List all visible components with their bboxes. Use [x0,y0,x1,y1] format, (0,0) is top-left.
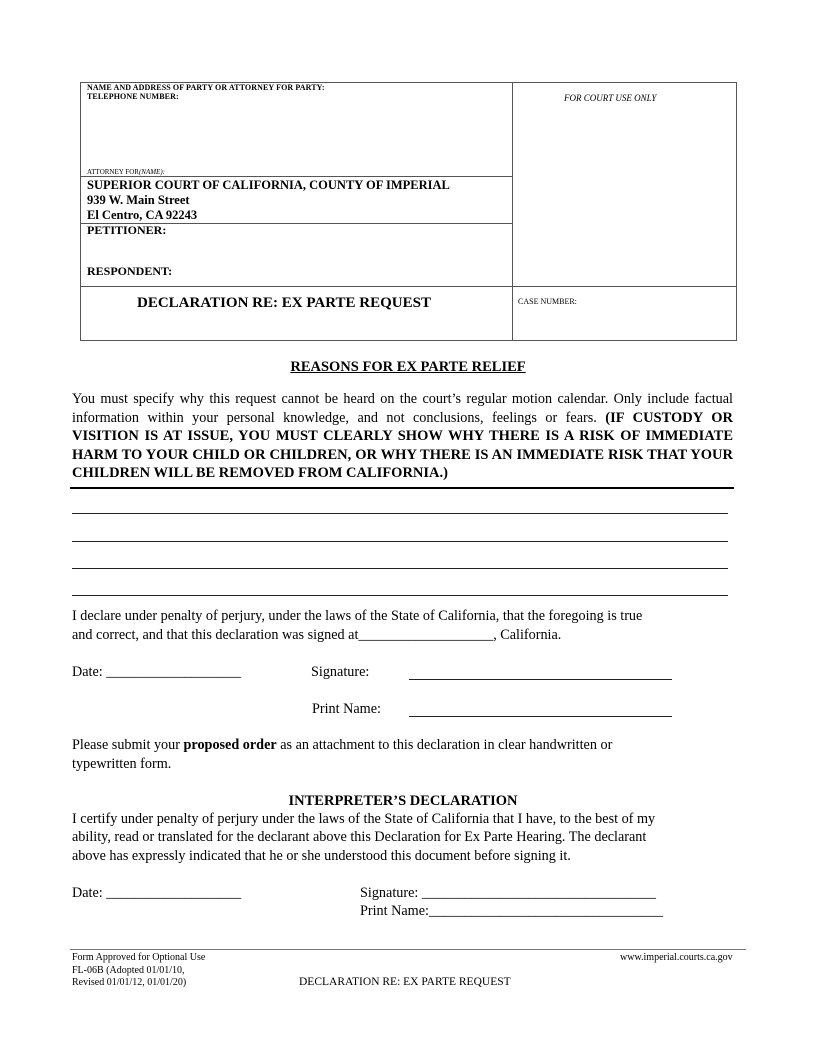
case-number-label: CASE NUMBER: [518,297,577,306]
date-field[interactable]: ___________________ [106,664,242,680]
proposed-bold: proposed order [183,737,277,753]
court-use-label: FOR COURT USE ONLY [564,93,657,103]
respondent-label: RESPONDENT: [87,264,173,278]
interpreter-line3: above has expressly indicated that he or she understood this document before signing it. [72,848,571,864]
interpreter-line1: I certify under penalty of perjury under the laws of the State of California that I have, to the best of my [72,811,656,827]
attorney-for-name: (NAME): [138,168,165,176]
court-name: SUPERIOR COURT OF CALIFORNIA, COUNTY OF IMPERIAL [87,178,450,192]
interpreter-signature-field[interactable]: _________________________________ [421,885,656,901]
footer-website[interactable]: www.imperial.courts.ca.gov [620,952,733,963]
petitioner-label: PETITIONER: [87,223,167,237]
reasons-line[interactable] [72,513,728,514]
reasons-line[interactable] [72,541,728,542]
interpreter-print-name-field[interactable]: _________________________________ [428,903,664,919]
caption-divider [512,82,513,341]
reasons-line[interactable] [72,568,728,569]
declaration-line2-suffix: , California. [493,627,562,643]
interpreter-date-label: Date: [72,885,103,901]
form-title: DECLARATION RE: EX PARTE REQUEST [137,295,431,311]
interpreter-line2: ability, read or translated for the declarant above this Declaration for Ex Parte Hearing. The declarant [72,829,647,845]
interpreter-date [72,885,241,902]
declaration-line1: I declare under penalty of perjury, under the laws of the State of California, that the foregoing is true [72,608,643,624]
reasons-line[interactable] [72,595,728,596]
interpreter-date-field[interactable]: ___________________ [106,885,242,901]
print-name-label: Print Name: [312,701,381,717]
reasons-warning: (IF CUSTODY OR VISITION IS AT ISSUE, YOU MUST CLEARLY SHOW WHY THERE IS A RISK OF IMMEDIATE HARM TO YOUR CHILD OR CHILDREN, OR WHY THERE IS AN IMMEDIATE RISK THAT YOUR CHILDREN WILL BE REMOVED FROM CALIFORNIA.) [72,409,733,481]
interpreter-signature-label: Signature: [360,885,419,901]
footer-form-title: DECLARATION RE: EX PARTE REQUEST [299,976,511,988]
phone-label: TELEPHONE NUMBER: [87,92,179,101]
interpreter-print-name-label: Print Name: [360,903,429,919]
footer-line2: FL-06B (Adopted 01/01/10, [72,964,185,976]
proposed-suffix: as an attachment to this declaration in clear handwritten or [276,737,613,753]
declaration-line2 [72,627,561,644]
print-name-field[interactable] [409,716,672,717]
interpreter-print-name [360,903,663,920]
attorney-for-label: ATTORNEY FOR [87,168,139,176]
footer-line1: Form Approved for Optional Use [72,952,206,963]
reasons-paragraph [72,390,733,483]
party-label: NAME AND ADDRESS OF PARTY OR ATTORNEY FOR PARTY: [87,83,325,92]
reasons-top-rule [70,487,734,489]
interpreter-signature [360,885,656,902]
signed-at-field[interactable]: ___________________ [358,627,494,643]
proposed-order-line1 [72,737,612,754]
reasons-title: REASONS FOR EX PARTE RELIEF [290,359,526,375]
court-street: 939 W. Main Street [87,193,190,207]
reasons-intro: You must specify why this request cannot be heard on the court’s regular motion calendar. Only include factual information within your personal knowledge, and not conclusions, feelings or fears. [72,391,733,426]
signature-field[interactable] [409,679,672,680]
court-city: El Centro, CA 92243 [87,208,198,222]
caption-rule [80,286,737,287]
proposed-order-line2: typewritten form. [72,756,172,772]
declaration-date [72,664,241,681]
footer-rule [70,949,746,950]
footer-approval [72,952,205,990]
date-label: Date: [72,664,103,680]
footer-line3: Revised 01/01/12, 01/01/20) [72,977,187,988]
attorney-for [87,165,165,177]
proposed-prefix: Please submit your [72,737,184,753]
interpreter-title: INTERPRETER’S DECLARATION [288,793,518,809]
declaration-line2-prefix: and correct, and that this declaration was signed at [72,627,359,643]
signature-label: Signature: [311,664,370,680]
